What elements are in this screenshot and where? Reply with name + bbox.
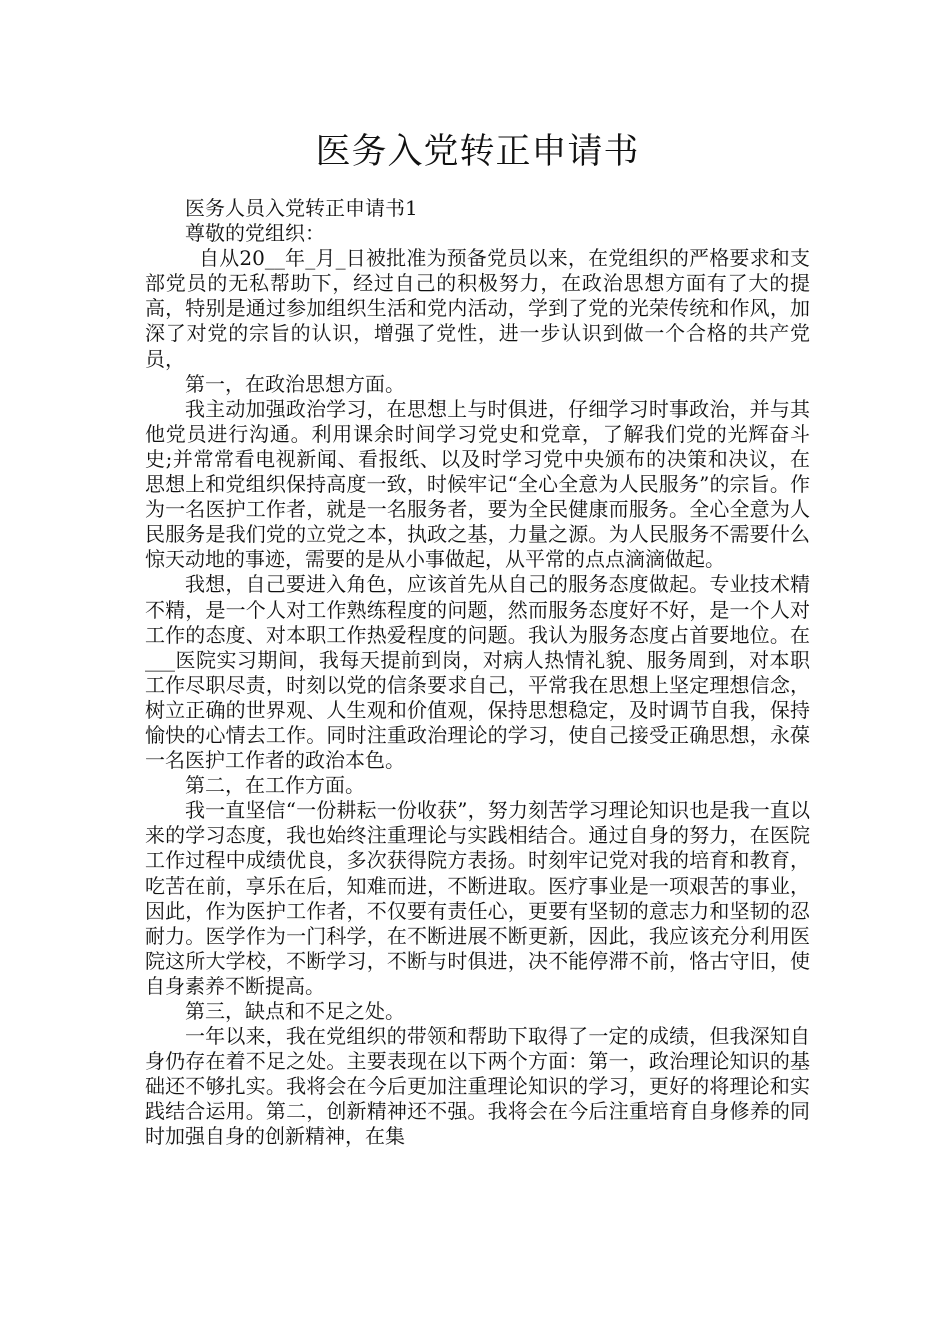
salutation: 尊敬的党组织：: [185, 221, 325, 246]
paragraph-shortcomings: 一年以来，我在党组织的带领和帮助下取得了一定的成绩，但我深知自身仍存在着不足之处。主要表现在以下两个方面：第一，政治理论知识的基础还不够扎实。我将会在今后更加注重理论知识的学习，更好的将理论和实践结合运用。第二，创新精神还不强。我将会在今后注重培育自身修养的同时加强自身的创新精神，在集: [145, 1024, 810, 1149]
document-page: [145, 128, 810, 1150]
document-title: 医务入党转正申请书: [315, 132, 640, 172]
paragraph-service-attitude: 我想，自己要进入角色，应该首先从自己的服务态度做起。专业技术精不精，是一个人对工作熟练程度的问题，然而服务态度好不好，是一个人对工作的态度、对本职工作热爱程度的问题。我认为服务态度占首要地位。在___医院实习期间，我每天提前到岗，对病人热情礼貌、服务周到，对本职工作尽职尽责，时刻以党的信条要求自己，平常我在思想上坚定理想信念，树立正确的世界观、人生观和价值观，保持思想稳定，及时调节自我，保持愉快的心情去工作。同时注重政治理论的学习，使自己接受正确思想，永葆一名医护工作者的政治本色。: [145, 572, 810, 773]
document-subtitle: 医务人员入党转正申请书1: [185, 196, 418, 220]
section-heading-2: 第二，在工作方面。: [185, 773, 365, 798]
paragraph-intro: 自从20__年_月_日被批准为预备党员以来，在党组织的严格要求和支部党员的无私帮助下，经过自己的积极努力，在政治思想方面有了大的提高，特别是通过参加组织生活和党内活动，学到了党的光荣传统和作风，加深了对党的宗旨的认识，增强了党性，进一步认识到做一个合格的共产党员，: [145, 246, 810, 371]
paragraph-work: 我一直坚信“一份耕耘一份收获”，努力刻苦学习理论知识也是我一直以来的学习态度，我也始终注重理论与实践相结合。通过自身的努力，在医院工作过程中成绩优良，多次获得院方表扬。时刻牢记党对我的培育和教育，吃苦在前，享乐在后，知难而进，不断进取。医疗事业是一项艰苦的事业，因此，作为医护工作者，不仅要有责任心，更要有坚韧的意志力和坚韧的忍耐力。医学作为一门科学，在不断进展不断更新，因此，我应该充分利用医院这所大学校，不断学习，不断与时俱进，决不能停滞不前，恪古守旧，使自身素养不断提高。: [145, 798, 810, 998]
section-heading-1: 第一，在政治思想方面。: [185, 371, 405, 396]
document-body: [145, 196, 810, 1150]
paragraph-political: 我主动加强政治学习，在思想上与时俱进，仔细学习时事政治，并与其他党员进行沟通。利用课余时间学习党史和党章，了解我们党的光辉奋斗史;并常常看电视新闻、看报纸、以及时学习党中央颁布的决策和决议，在思想上和党组织保持高度一致，时候牢记“全心全意为人民服务”的宗旨。作为一名医护工作者，就是一名服务者，要为全民健康而服务。全心全意为人民服务是我们党的立党之本，执政之基，力量之源。为人民服务不需要什么惊天动地的事迹，需要的是从小事做起，从平常的点点滴滴做起。: [145, 396, 810, 572]
section-heading-3: 第三，缺点和不足之处。: [185, 999, 405, 1023]
